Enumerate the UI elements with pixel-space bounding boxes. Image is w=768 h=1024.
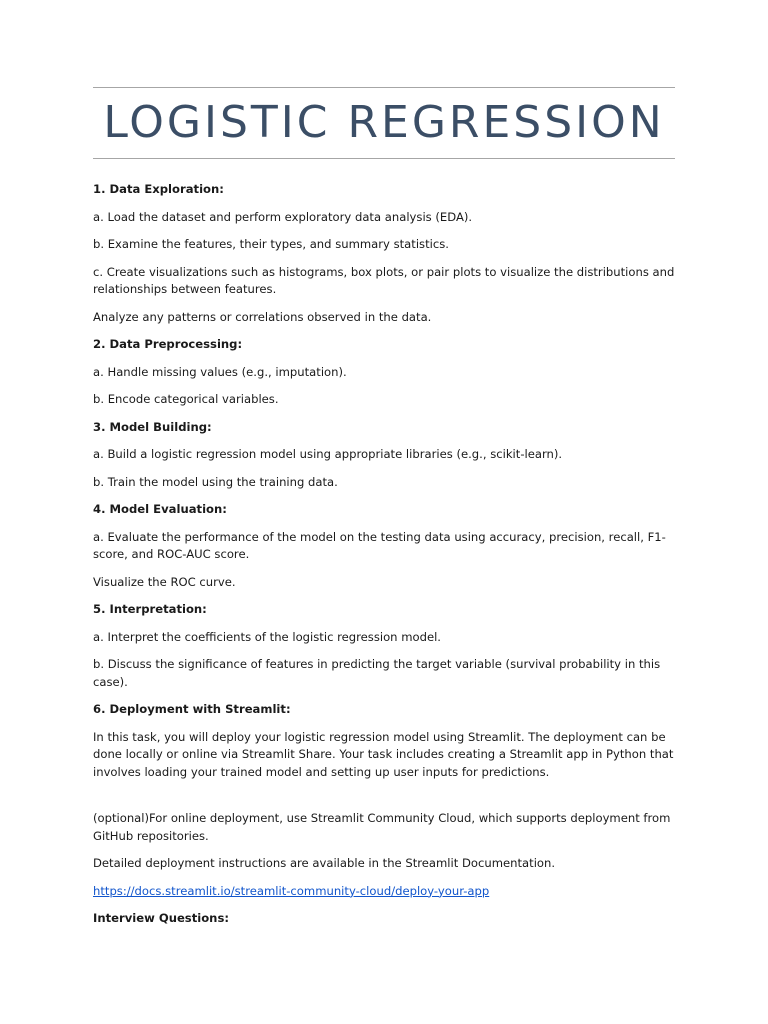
paragraph-link xyxy=(93,883,675,901)
paragraph: b. Examine the features, their types, and summary statistics. xyxy=(93,237,449,251)
section-heading-interview-questions: Interview Questions: xyxy=(93,911,229,925)
bottom-rule xyxy=(93,158,675,159)
document-title: LOGISTIC REGRESSION xyxy=(103,97,665,148)
paragraph: c. Create visualizations such as histograms, box plots, or pair plots to visualize the distributions and relationships between features. xyxy=(93,264,675,296)
paragraph: b. Train the model using the training data. xyxy=(93,474,338,489)
paragraph: a. Load the dataset and perform exploratory data analysis (EDA). xyxy=(93,209,473,224)
paragraph: b. Encode categorical variables. xyxy=(93,392,279,406)
paragraph: Visualize the ROC curve. xyxy=(93,574,236,589)
paragraph: a. Interpret the coefficients of the logistic regression model. xyxy=(93,629,441,644)
section-heading-deployment: 6. Deployment with Streamlit: xyxy=(93,702,291,716)
section-heading-model-evaluation: 4. Model Evaluation: xyxy=(93,502,227,516)
paragraph: In this task, you will deploy your logistic regression model using Streamlit. The deployment can be done locally or online via Streamlit Share. Your task includes creating a Streamlit app in Python that involves loading your trained model and setting up user inputs for predictions. xyxy=(93,729,674,779)
paragraph: a. Build a logistic regression model using appropriate libraries (e.g., scikit-learn). xyxy=(93,447,563,461)
paragraph: a. Handle missing values (e.g., imputation). xyxy=(93,364,347,379)
section-heading-interpretation: 5. Interpretation: xyxy=(93,602,207,616)
section-heading-data-exploration: 1. Data Exploration: xyxy=(93,182,224,196)
paragraph: (optional)For online deployment, use Streamlit Community Cloud, which supports deployment from GitHub repositories. xyxy=(93,811,671,843)
paragraph: a. Evaluate the performance of the model on the testing data using accuracy, precision, recall, F1-score, and ROC-AUC score. xyxy=(93,529,666,561)
paragraph: Detailed deployment instructions are available in the Streamlit Documentation. xyxy=(93,856,556,870)
document-page xyxy=(93,87,675,938)
section-heading-model-building: 3. Model Building: xyxy=(93,419,212,434)
streamlit-docs-link[interactable]: https://docs.streamlit.io/streamlit-community-cloud/deploy-your-app xyxy=(93,883,490,898)
document-body xyxy=(93,181,675,928)
section-heading-data-preprocessing: 2. Data Preprocessing: xyxy=(93,337,243,351)
paragraph: b. Discuss the significance of features in predicting the target variable (survival probability in this case). xyxy=(93,657,661,689)
paragraph: Analyze any patterns or correlations observed in the data. xyxy=(93,309,432,324)
